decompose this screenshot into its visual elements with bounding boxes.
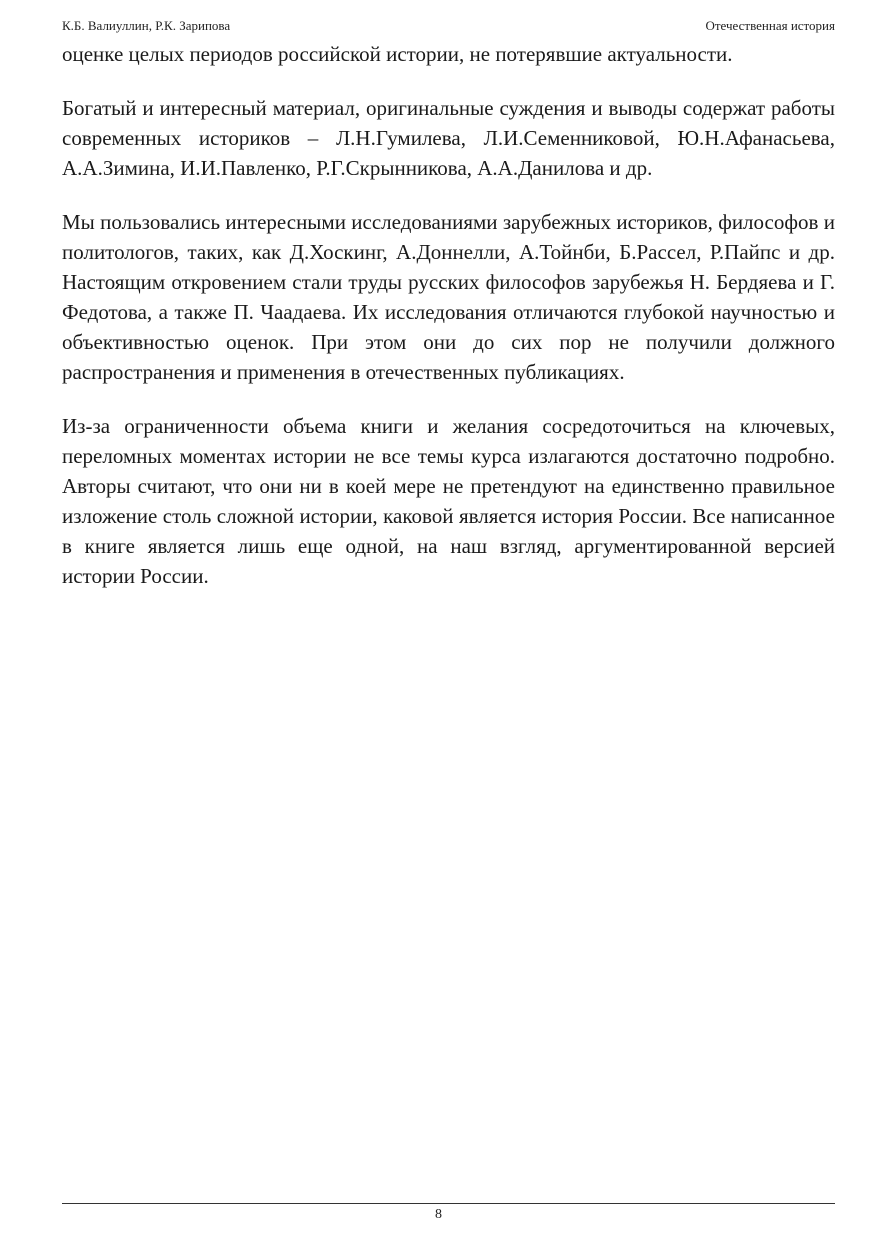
header-subject: Отечественная история: [705, 18, 835, 33]
paragraph-book-scope: Из-за ограниченности объема книги и желания сосредоточиться на ключевых, переломных моментах истории не все темы курса излагаются достаточно подробно. Авторы считают, что они ни в коей мере не претендуют на единственно правильное изложение столь сложной истории, каковой является история России. Все написанное в книге является лишь еще одной, на наш взгляд, аргументированной версией истории России.: [62, 414, 835, 588]
page-header: [62, 16, 835, 36]
paragraph-continuation: оценке целых периодов российской истории, не потерявшие актуальности.: [62, 42, 733, 66]
page-number: 8: [435, 1207, 442, 1222]
body-text: [62, 39, 835, 591]
header-authors: К.Б. Валиуллин, Р.К. Зарипова: [62, 18, 231, 33]
paragraph-modern-historians: Богатый и интересный материал, оригинальные суждения и выводы содержат работы современных историков – Л.Н.Гумилева, Л.И.Семенниковой, Ю.Н.Афанасьева, А.А.Зимина, И.И.Павленко, Р.Г.Скрынникова, А.А.Данилова и др.: [62, 96, 835, 180]
footer-divider: [62, 1203, 835, 1204]
paragraph-foreign-historians: Мы пользовались интересными исследованиями зарубежных историков, философов и политологов, таких, как Д.Хоскинг, А.Доннелли, А.Тойнби, Б.Рассел, Р.Пайпс и др. Настоящим откровением стали труды русских философов зарубежья Н. Бердяева и Г. Федотова, а также П. Чаадаева. Их исследования отличаются глубокой научностью и объективностью оценок. При этом они до сих пор не получили должного распространения и применения в отечественных публикациях.: [62, 210, 835, 384]
